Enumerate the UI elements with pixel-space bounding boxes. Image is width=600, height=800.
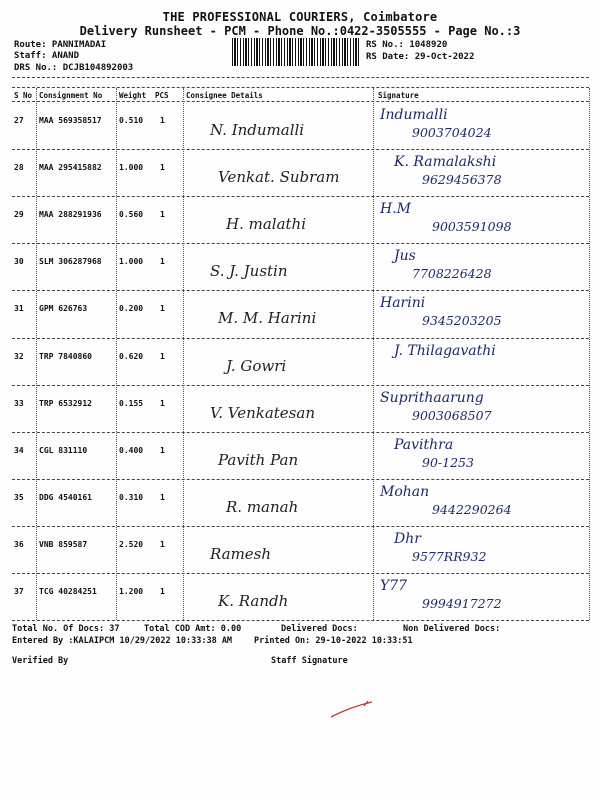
col-header-weight: Weight bbox=[119, 91, 147, 100]
table-top-rule bbox=[12, 77, 589, 78]
col-header-consignment: Consignment No bbox=[39, 91, 103, 100]
row-phone: 9629456378 bbox=[422, 172, 502, 188]
row-pcs: 1 bbox=[160, 116, 165, 125]
row-weight: 1.000 bbox=[119, 163, 144, 173]
total-cod: Total COD Amt: 0.00 bbox=[144, 624, 242, 634]
non-delivered-docs: Non Delivered Docs: bbox=[403, 624, 501, 634]
route-label: Route: PANNIMADAI bbox=[14, 40, 107, 50]
col-header-details: Consignee Details bbox=[186, 91, 263, 100]
header-bottom-rule bbox=[12, 101, 589, 102]
row-weight: 0.310 bbox=[119, 492, 144, 502]
row-consignment-no: MAA 569358517 bbox=[39, 116, 102, 125]
row-consignee-name: S. J. Justin bbox=[210, 262, 288, 281]
total-docs: Total No. Of Docs: 37 bbox=[12, 624, 120, 634]
row-pcs: 1 bbox=[160, 163, 165, 173]
row-separator bbox=[12, 432, 589, 433]
row-phone: 9003591098 bbox=[432, 219, 512, 235]
row-sno: 33 bbox=[14, 398, 24, 408]
row-separator bbox=[12, 196, 589, 197]
row-pcs: 1 bbox=[160, 445, 165, 455]
row-phone: 9994917272 bbox=[422, 596, 502, 611]
row-pcs: 1 bbox=[160, 210, 165, 220]
col-header-sno: S No bbox=[14, 91, 33, 100]
row-sno: 27 bbox=[14, 116, 24, 125]
row-consignee-name: M. M. Harini bbox=[218, 309, 317, 328]
row-sno: 32 bbox=[14, 351, 24, 361]
row-consignment-no: TRP 6532912 bbox=[39, 398, 92, 408]
row-phone: 9003068507 bbox=[412, 407, 492, 423]
row-signature: Mohan bbox=[380, 483, 430, 500]
row-phone: 90-1253 bbox=[422, 454, 474, 470]
row-consignment-no: DDG 4540161 bbox=[39, 492, 92, 502]
row-separator bbox=[12, 573, 589, 574]
footer-top-rule bbox=[12, 620, 589, 621]
row-sno: 37 bbox=[14, 587, 24, 596]
row-consignment-no: TRP 7840860 bbox=[39, 351, 92, 361]
row-consignee-name: N. Indumalli bbox=[210, 121, 305, 139]
row-consignee-name: H. malathi bbox=[226, 215, 307, 234]
row-consignment-no: SLM 306287968 bbox=[39, 257, 102, 267]
row-phone: 7708226428 bbox=[412, 266, 492, 282]
row-sno: 35 bbox=[14, 492, 24, 502]
staff-signature: Staff Signature bbox=[271, 656, 348, 666]
row-signature: Dhr bbox=[394, 530, 421, 547]
row-separator bbox=[12, 243, 589, 244]
row-consignee-name: Ramesh bbox=[210, 544, 272, 563]
rs-number: RS No.: 1048920 bbox=[366, 40, 448, 50]
row-weight: 2.520 bbox=[119, 539, 144, 549]
row-consignment-no: GPM 626763 bbox=[39, 304, 88, 314]
row-signature: K. Ramalakshi bbox=[394, 154, 497, 171]
row-signature: H.M bbox=[380, 201, 411, 218]
delivered-docs: Delivered Docs: bbox=[281, 624, 358, 634]
table-top-rule-2 bbox=[12, 87, 589, 88]
row-consignment-no: VNB 859587 bbox=[39, 539, 88, 549]
row-sno: 29 bbox=[14, 210, 24, 220]
row-consignee-name: J. Gowri bbox=[226, 356, 287, 375]
row-separator bbox=[12, 290, 589, 291]
row-weight: 0.510 bbox=[119, 116, 144, 125]
runsheet-subtitle: Delivery Runsheet - PCM - Phone No.:0422-3505555 - Page No.:3 bbox=[79, 24, 521, 38]
row-weight: 1.000 bbox=[119, 257, 144, 267]
row-sno: 30 bbox=[14, 257, 24, 267]
row-consignee-name: Venkat. Subram bbox=[218, 168, 340, 187]
entered-by: Entered By :KALAIPCM 10/29/2022 10:33:38 AM bbox=[12, 636, 233, 646]
col-divider bbox=[373, 88, 374, 620]
row-consignment-no: MAA 288291936 bbox=[39, 210, 102, 220]
row-signature: J. Thilagavathi bbox=[394, 342, 496, 359]
row-weight: 0.155 bbox=[119, 398, 144, 408]
barcode bbox=[232, 38, 360, 66]
row-consignee-name: Pavith Pan bbox=[218, 450, 299, 469]
printed-on: Printed On: 29-10-2022 10:33:51 bbox=[254, 636, 413, 646]
row-pcs: 1 bbox=[160, 492, 165, 502]
col-header-signature: Signature bbox=[378, 91, 419, 100]
col-divider bbox=[36, 88, 37, 620]
row-pcs: 1 bbox=[160, 587, 165, 596]
row-separator bbox=[12, 149, 589, 150]
col-divider bbox=[589, 88, 590, 620]
row-consignment-no: CGL 831110 bbox=[39, 445, 88, 455]
row-sno: 31 bbox=[14, 304, 24, 314]
col-divider bbox=[183, 88, 184, 620]
row-signature: Indumalli bbox=[380, 107, 448, 123]
row-weight: 0.200 bbox=[119, 304, 144, 314]
row-consignment-no: MAA 295415882 bbox=[39, 163, 102, 173]
col-header-pcs: PCS bbox=[155, 91, 169, 100]
pen-mark bbox=[328, 698, 378, 722]
verified-by: Verified By bbox=[12, 656, 69, 666]
row-separator bbox=[12, 526, 589, 527]
row-separator bbox=[12, 385, 589, 386]
row-consignee-name: V. Venkatesan bbox=[210, 403, 315, 422]
row-pcs: 1 bbox=[160, 539, 165, 549]
col-divider bbox=[116, 88, 117, 620]
row-phone: 9345203205 bbox=[422, 313, 502, 329]
row-signature: Harini bbox=[380, 295, 426, 312]
rs-date: RS Date: 29-Oct-2022 bbox=[366, 52, 475, 62]
row-separator bbox=[12, 338, 589, 339]
row-weight: 1.200 bbox=[119, 587, 144, 596]
row-signature: Suprithaarung bbox=[380, 389, 484, 406]
row-consignment-no: TCG 40284251 bbox=[39, 587, 97, 596]
row-sno: 36 bbox=[14, 539, 24, 549]
row-phone: 9577RR932 bbox=[412, 548, 487, 564]
company-title: THE PROFESSIONAL COURIERS, Coimbatore bbox=[162, 10, 438, 24]
row-signature: Pavithra bbox=[394, 436, 454, 453]
row-weight: 0.400 bbox=[119, 445, 144, 455]
row-pcs: 1 bbox=[160, 351, 165, 361]
row-pcs: 1 bbox=[160, 257, 165, 267]
staff-label: Staff: ANAND bbox=[14, 51, 80, 61]
row-phone: 9003704024 bbox=[412, 125, 492, 140]
drs-number: DRS No.: DCJB104892003 bbox=[14, 63, 134, 73]
row-weight: 0.560 bbox=[119, 210, 144, 220]
row-pcs: 1 bbox=[160, 304, 165, 314]
row-sno: 28 bbox=[14, 163, 24, 173]
row-sno: 34 bbox=[14, 445, 24, 455]
row-pcs: 1 bbox=[160, 398, 165, 408]
row-consignee-name: R. manah bbox=[226, 497, 299, 516]
row-weight: 0.620 bbox=[119, 351, 144, 361]
row-signature: Jus bbox=[394, 248, 416, 265]
row-separator bbox=[12, 479, 589, 480]
row-consignee-name: K. Randh bbox=[218, 592, 289, 610]
row-phone: 9442290264 bbox=[432, 501, 512, 517]
row-signature: Y77 bbox=[380, 578, 408, 594]
